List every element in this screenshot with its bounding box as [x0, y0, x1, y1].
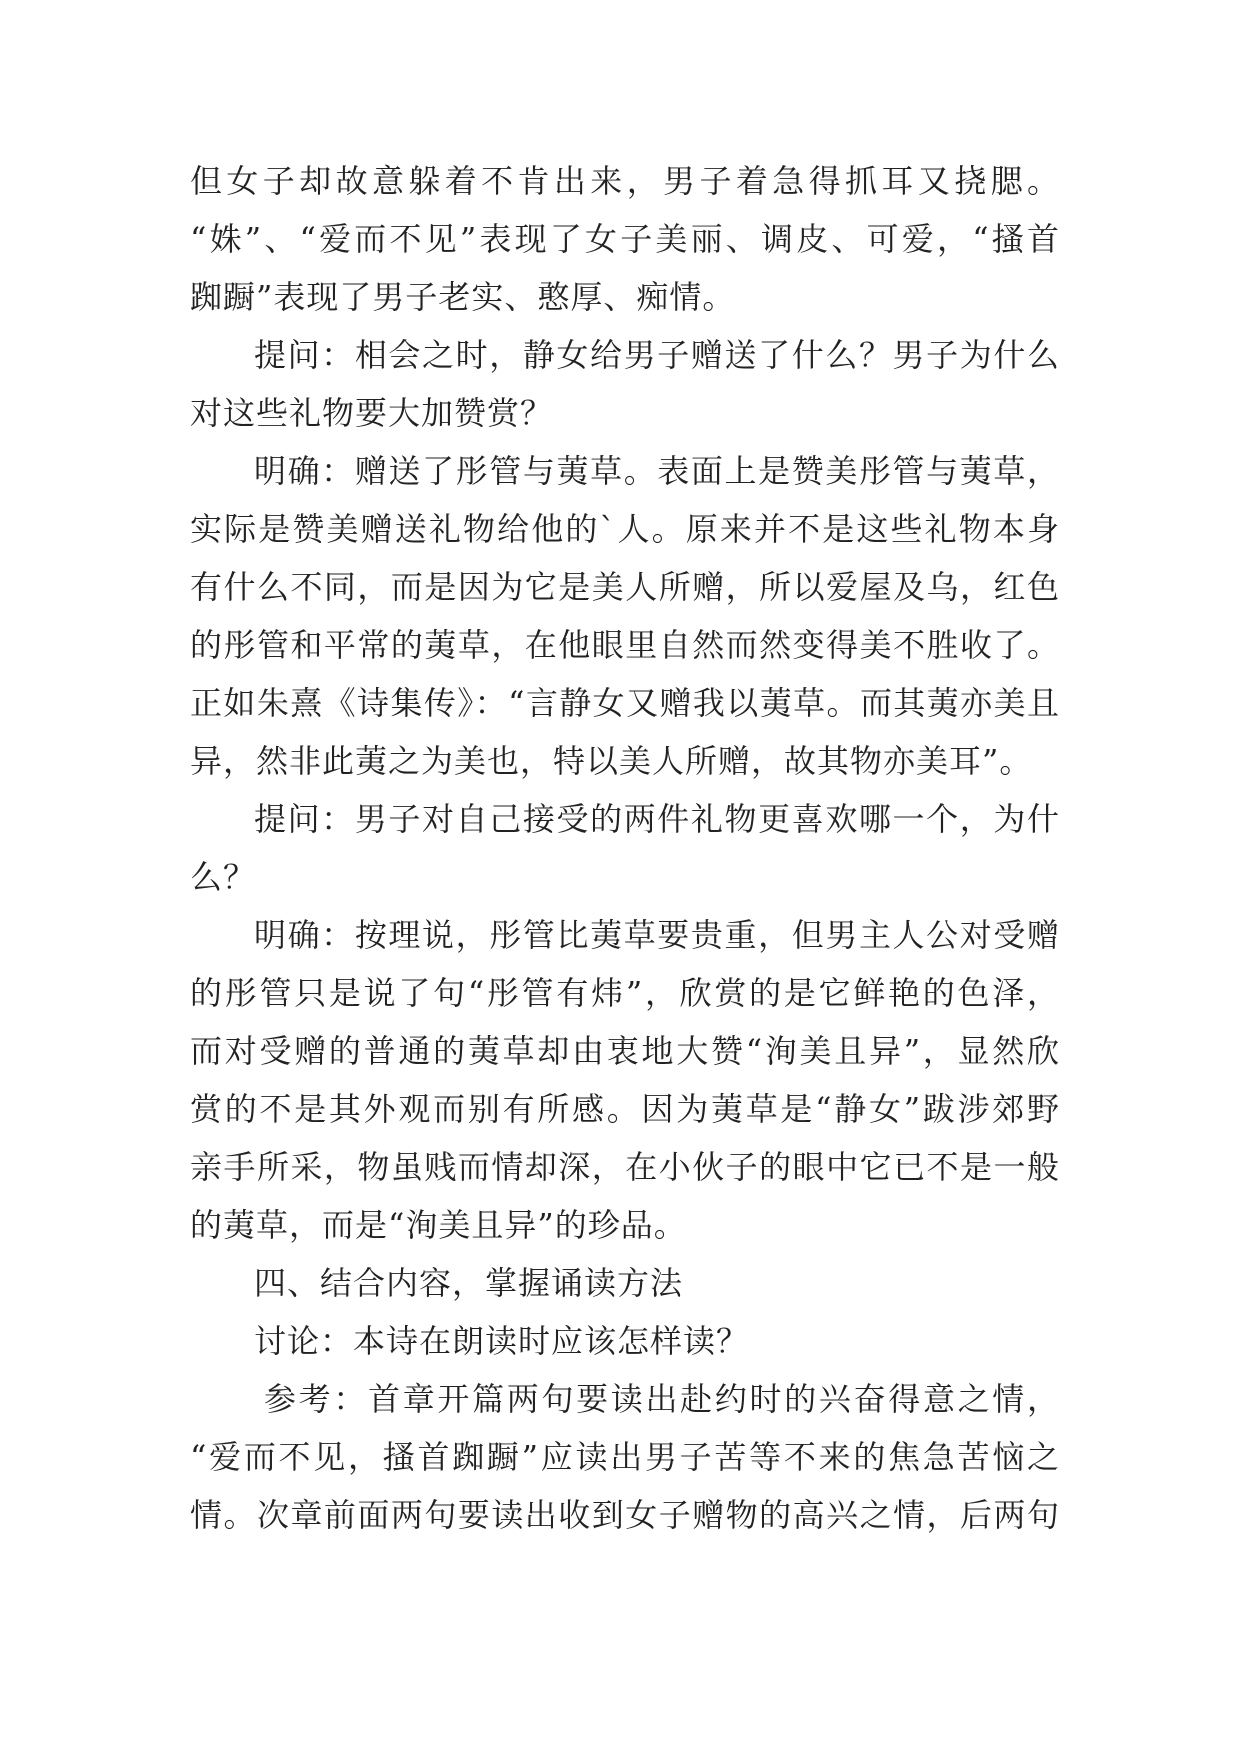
discussion-line: 讨论：本诗在朗读时应该怎样读？ [254, 1322, 750, 1360]
answer-line: 明确：按理说，彤管比荑草要贵重，但男主人公对受赠 [254, 916, 1060, 954]
text-line: 的彤管和平常的荑草，在他眼里自然而然变得美不胜收了。 [190, 626, 1060, 664]
text-line: 但女子却故意躲着不肯出来，男子着急得抓耳又挠腮。 [190, 162, 1060, 200]
text-line: 情。次章前面两句要读出收到女子赠物的高兴之情，后两句 [190, 1496, 1060, 1534]
text-line: 的彤管只是说了句“彤管有炜”，欣赏的是它鲜艳的色泽， [190, 974, 1060, 1012]
text-line: 异，然非此荑之为美也，特以美人所赠，故其物亦美耳”。 [190, 742, 1033, 780]
text-line: 亲手所采，物虽贱而情却深，在小伙子的眼中它已不是一般 [190, 1148, 1060, 1186]
question-line: 提问：相会之时，静女给男子赠送了什么？男子为什么 [254, 336, 1060, 374]
body-text [190, 152, 1060, 1544]
section-heading: 四、结合内容，掌握诵读方法 [254, 1264, 684, 1302]
text-line: 的荑草，而是“洵美且异”的珍品。 [190, 1206, 687, 1244]
text-line: 么？ [190, 858, 257, 896]
text-line: 踟蹰”表现了男子老实、憨厚、痴情。 [190, 278, 736, 316]
text-line: 正如朱熹《诗集传》：“言静女又赠我以荑草。而其荑亦美且 [190, 684, 1060, 722]
reference-line: 参考：首章开篇两句要读出赴约时的兴奋得意之情， [264, 1380, 1060, 1418]
question-line: 提问：男子对自己接受的两件礼物更喜欢哪一个，为什 [254, 800, 1060, 838]
answer-line: 明确：赠送了彤管与荑草。表面上是赞美彤管与荑草， [254, 452, 1060, 490]
text-line: 而对受赠的普通的荑草却由衷地大赞“洵美且异”，显然欣 [190, 1032, 1060, 1070]
text-line: “姝”、“爱而不见”表现了女子美丽、调皮、可爱，“搔首 [190, 220, 1060, 258]
text-line: 有什么不同，而是因为它是美人所赠，所以爱屋及乌，红色 [190, 568, 1060, 606]
text-line: 赏的不是其外观而别有所感。因为荑草是“静女”跋涉郊野 [190, 1090, 1060, 1128]
text-line: “爱而不见，搔首踟蹰”应读出男子苦等不来的焦急苦恼之 [190, 1438, 1060, 1476]
text-line: 对这些礼物要大加赞赏？ [190, 394, 554, 432]
text-line: 实际是赞美赠送礼物给他的`人。原来并不是这些礼物本身 [190, 510, 1060, 548]
